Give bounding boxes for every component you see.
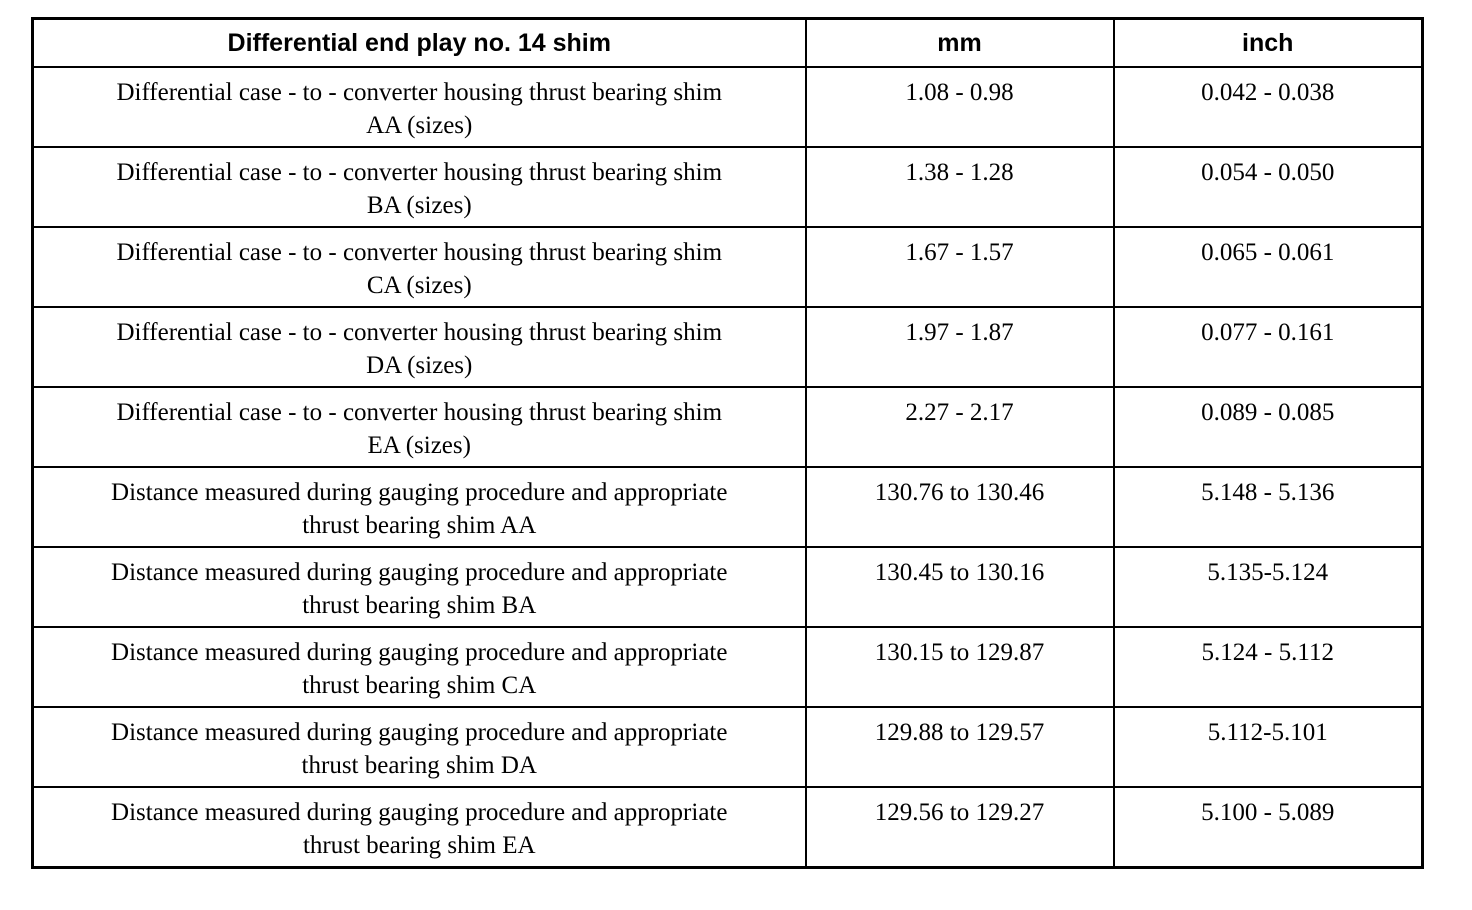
table-body [33, 67, 1423, 867]
table-row [33, 627, 1423, 707]
inch-cell: 0.065 - 0.061 [1114, 227, 1423, 307]
description-cell [33, 147, 806, 227]
description-line-1: Differential case - to - converter housing thrust bearing shim [116, 319, 723, 346]
header-inch: inch [1114, 19, 1423, 68]
description-cell [33, 387, 806, 467]
description-line-2: thrust bearing shim EA [302, 832, 536, 859]
description-cell [33, 67, 806, 147]
description-line-2: thrust bearing shim AA [302, 512, 537, 539]
table-row [33, 467, 1423, 547]
description-cell [33, 547, 806, 627]
description-cell [33, 707, 806, 787]
description-cell [33, 627, 806, 707]
description-line-1: Differential case - to - converter housing thrust bearing shim [116, 399, 723, 426]
shim-spec-table [31, 17, 1424, 869]
mm-cell: 129.88 to 129.57 [806, 707, 1114, 787]
table-header [33, 19, 1423, 68]
description-cell [33, 467, 806, 547]
inch-cell: 5.124 - 5.112 [1114, 627, 1423, 707]
description-line-1: Differential case - to - converter housing thrust bearing shim [116, 79, 723, 106]
inch-cell: 5.148 - 5.136 [1114, 467, 1423, 547]
table-row [33, 387, 1423, 467]
description-line-2: DA (sizes) [366, 352, 473, 379]
table-row [33, 307, 1423, 387]
table-row [33, 147, 1423, 227]
mm-cell: 130.76 to 130.46 [806, 467, 1114, 547]
header-description: Differential end play no. 14 shim [33, 19, 806, 68]
inch-cell: 0.089 - 0.085 [1114, 387, 1423, 467]
inch-cell: 0.042 - 0.038 [1114, 67, 1423, 147]
inch-cell: 0.054 - 0.050 [1114, 147, 1423, 227]
mm-cell: 1.97 - 1.87 [806, 307, 1114, 387]
mm-cell: 130.45 to 130.16 [806, 547, 1114, 627]
description-cell [33, 307, 806, 387]
table-row [33, 67, 1423, 147]
description-line-2: thrust bearing shim DA [301, 752, 537, 779]
description-line-1: Differential case - to - converter housing thrust bearing shim [116, 159, 723, 186]
mm-cell: 1.38 - 1.28 [806, 147, 1114, 227]
inch-cell: 5.135-5.124 [1114, 547, 1423, 627]
mm-cell: 1.08 - 0.98 [806, 67, 1114, 147]
description-line-2: BA (sizes) [366, 192, 472, 219]
header-row [33, 19, 1423, 68]
header-mm: mm [806, 19, 1114, 68]
table-row [33, 787, 1423, 867]
table-row [33, 707, 1423, 787]
mm-cell: 1.67 - 1.57 [806, 227, 1114, 307]
inch-cell: 5.100 - 5.089 [1114, 787, 1423, 867]
description-line-2: AA (sizes) [366, 112, 473, 139]
description-line-2: CA (sizes) [366, 272, 472, 299]
table-row [33, 547, 1423, 627]
description-line-1: Differential case - to - converter housing thrust bearing shim [116, 239, 723, 266]
description-line-1: Distance measured during gauging procedure and appropriate [111, 479, 728, 506]
description-line-2: EA (sizes) [367, 432, 471, 459]
description-line-1: Distance measured during gauging procedure and appropriate [111, 559, 728, 586]
description-cell [33, 227, 806, 307]
description-line-1: Distance measured during gauging procedure and appropriate [111, 719, 728, 746]
mm-cell: 129.56 to 129.27 [806, 787, 1114, 867]
description-cell [33, 787, 806, 867]
description-line-1: Distance measured during gauging procedure and appropriate [111, 799, 728, 826]
table-row [33, 227, 1423, 307]
description-line-2: thrust bearing shim CA [302, 672, 537, 699]
description-line-1: Distance measured during gauging procedure and appropriate [111, 639, 728, 666]
inch-cell: 0.077 - 0.161 [1114, 307, 1423, 387]
description-line-2: thrust bearing shim BA [302, 592, 537, 619]
mm-cell: 130.15 to 129.87 [806, 627, 1114, 707]
inch-cell: 5.112-5.101 [1114, 707, 1423, 787]
mm-cell: 2.27 - 2.17 [806, 387, 1114, 467]
